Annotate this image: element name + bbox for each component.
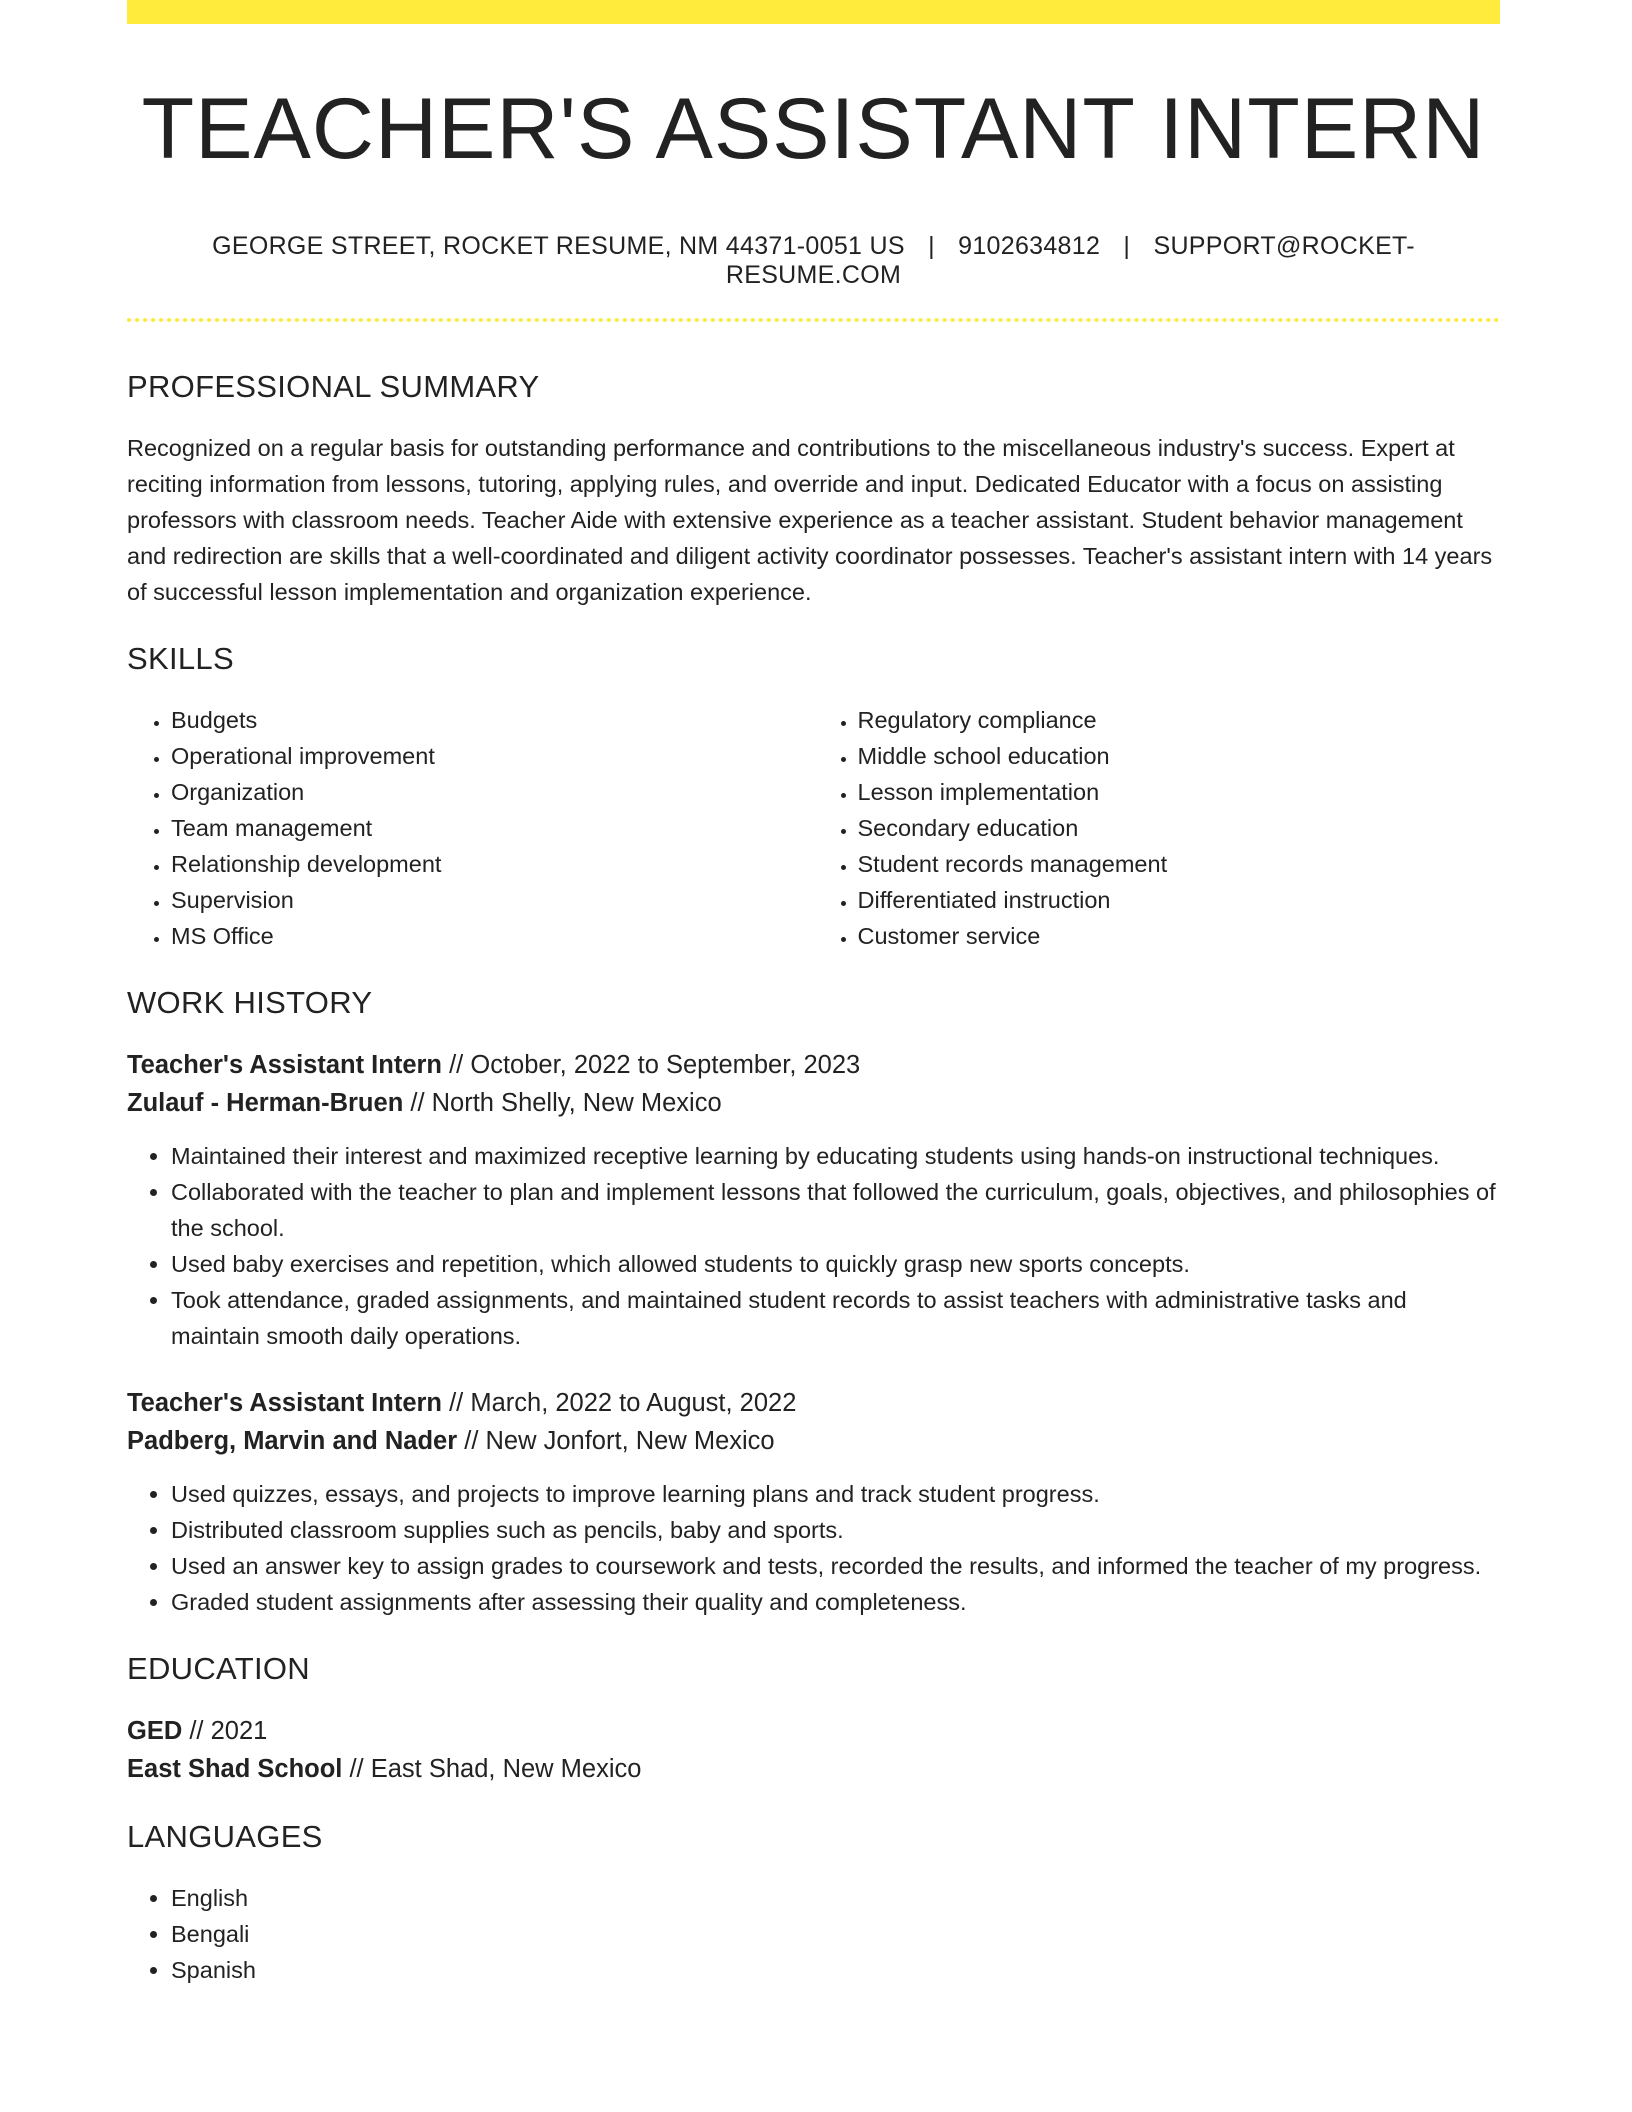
education-school-line [127, 1750, 1500, 1788]
resume-page [127, 0, 1500, 1988]
job-company-line [127, 1422, 1500, 1460]
top-accent-bar [127, 0, 1500, 24]
skill-item: • Organization [171, 774, 814, 810]
job-company-line [127, 1084, 1500, 1122]
job-dates: // March, 2022 to August, 2022 [442, 1389, 797, 1418]
job-location: // North Shelly, New Mexico [403, 1089, 722, 1118]
work-history-heading: WORK HISTORY [127, 985, 373, 1021]
language-item: • Spanish [171, 1952, 1500, 1988]
summary-text: Recognized on a regular basis for outstanding performance and contributions to the miscellaneous industry's success. Expert at reciting information from lessons, tutoring, applying rules, and override and input. Dedicated Educator with a focus on assisting professors with classroom needs. Teacher Aide with extensive experience as a teacher assistant. Student behavior management and redirection are skills that a well-coordinated and diligent activity coordinator possesses. Teacher's assistant intern with 14 years of successful lesson implementation and organization experience. [127, 435, 1493, 606]
candidate-name: TEACHER'S ASSISTANT INTERN [141, 81, 1486, 177]
education-degree-line [127, 1712, 1500, 1750]
dotted-divider [127, 318, 1500, 322]
skill-item: • MS Office [171, 918, 814, 954]
job-bullet: • Used quizzes, essays, and projects to improve learning plans and track student progress. [171, 1476, 1500, 1512]
languages-list [127, 1880, 1500, 1988]
skill-item: • Supervision [171, 882, 814, 918]
skill-item: • Team management [171, 810, 814, 846]
education-entry [127, 1712, 1500, 1788]
job-dates: // October, 2022 to September, 2023 [442, 1051, 861, 1080]
job-bullets [127, 1138, 1500, 1354]
education-degree: GED [127, 1717, 183, 1746]
job-bullet: • Graded student assignments after assessing their quality and completeness. [171, 1584, 1500, 1620]
job-title-line [127, 1046, 1500, 1084]
skill-item: • Secondary education [858, 810, 1501, 846]
languages-heading: LANGUAGES [127, 1819, 323, 1855]
job-role: Teacher's Assistant Intern [127, 1051, 443, 1080]
education-school: East Shad School [127, 1755, 343, 1784]
education-year: // 2021 [182, 1717, 268, 1746]
skill-item: • Budgets [171, 702, 814, 738]
skills-list [127, 702, 1500, 954]
education-location: // East Shad, New Mexico [342, 1755, 642, 1784]
skill-item: • Regulatory compliance [858, 702, 1501, 738]
contact-separator: | [928, 232, 935, 260]
language-item: • English [171, 1880, 1500, 1916]
job-bullets [127, 1476, 1500, 1620]
skill-item: • Customer service [858, 918, 1501, 954]
contact-phone: 9102634812 [958, 232, 1101, 260]
contact-line [127, 232, 1500, 290]
job-bullet: • Used baby exercises and repetition, which allowed students to quickly grasp new sports concepts. [171, 1246, 1500, 1282]
job-role: Teacher's Assistant Intern [127, 1389, 443, 1418]
job-title-line [127, 1384, 1500, 1422]
job-bullet: • Used an answer key to assign grades to coursework and tests, recorded the results, and informed the teacher of my progress. [171, 1548, 1500, 1584]
skill-item: • Middle school education [858, 738, 1501, 774]
skill-item: • Differentiated instruction [858, 882, 1501, 918]
job-bullet: • Took attendance, graded assignments, and maintained student records to assist teachers with administrative tasks and maintain smooth daily operations. [171, 1282, 1500, 1354]
contact-email: SUPPORT@ROCKET-RESUME.COM [725, 232, 1415, 289]
skill-item: • Student records management [858, 846, 1501, 882]
job-bullet: • Collaborated with the teacher to plan and implement lessons that followed the curriculum, goals, objectives, and philosophies of the school. [171, 1174, 1500, 1246]
skill-item: • Operational improvement [171, 738, 814, 774]
skills-column-right [814, 702, 1501, 954]
job-bullet: • Distributed classroom supplies such as pencils, baby and sports. [171, 1512, 1500, 1548]
job-company: Padberg, Marvin and Nader [127, 1427, 458, 1456]
contact-separator: | [1123, 232, 1131, 260]
contact-address: GEORGE STREET, ROCKET RESUME, NM 44371-0051 US [212, 232, 905, 260]
skills-column-left [127, 702, 814, 954]
job-bullet: • Maintained their interest and maximized receptive learning by educating students using hands-on instructional techniques. [171, 1138, 1500, 1174]
language-item: • Bengali [171, 1916, 1500, 1952]
job-entry [127, 1046, 1500, 1354]
skills-heading: SKILLS [127, 641, 234, 677]
skill-item: • Lesson implementation [858, 774, 1501, 810]
job-entry [127, 1384, 1500, 1620]
education-heading: EDUCATION [127, 1651, 310, 1687]
skill-item: • Relationship development [171, 846, 814, 882]
job-location: // New Jonfort, New Mexico [457, 1427, 775, 1456]
summary-heading: PROFESSIONAL SUMMARY [127, 369, 540, 404]
job-company: Zulauf - Herman-Bruen [127, 1089, 404, 1118]
